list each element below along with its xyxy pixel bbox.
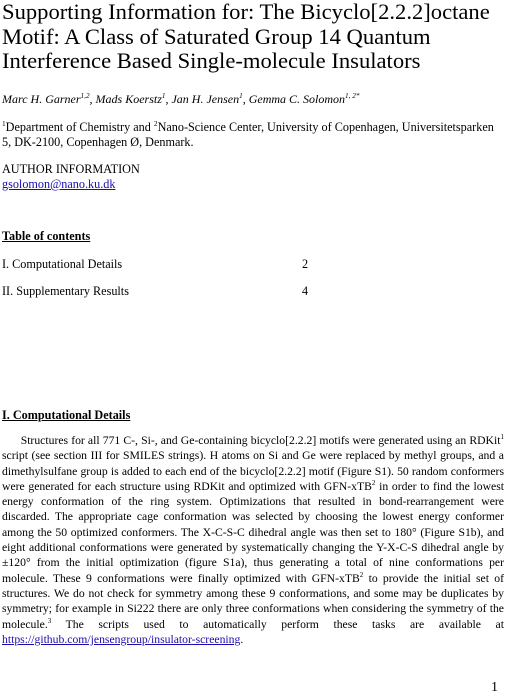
author-info-heading: AUTHOR INFORMATION xyxy=(2,162,140,176)
author-separator: , xyxy=(242,92,249,106)
author-name: Marc H. Garner xyxy=(2,92,81,106)
text-run: The scripts used to automatically perform these tasks are available at xyxy=(51,617,504,631)
author-separator: , xyxy=(89,92,96,106)
toc-item-page: 2 xyxy=(302,257,309,271)
text-run: Structures for all 771 C-, Si-, and Ge-containing bicyclo[2.2.2] motifs were generated using an RDKit xyxy=(20,434,501,447)
author-information xyxy=(2,162,502,192)
github-link[interactable]: https://github.com/jensengroup/insulator-screening xyxy=(2,632,241,646)
paper-title: Supporting Information for: The Bicyclo[2.2.2]octane Motif: A Class of Saturated Group 14 Quantum Interference Based Single-molecule Insulators xyxy=(2,0,490,73)
citation-sup: 1 xyxy=(500,433,505,442)
affiliation xyxy=(2,120,502,150)
text-run: to provide the initial set of structures. We do not check for symmetry among these 9 conformations, and some may be duplicates by symmetry; for example in Si222 there are only three conformations when considering the symmetry of the molecule. xyxy=(2,571,504,631)
body-paragraph xyxy=(2,433,504,647)
affiliation-sup: 1 xyxy=(2,118,6,128)
email-link[interactable]: gsolomon@nano.ku.dk xyxy=(2,177,116,191)
author-list xyxy=(2,92,502,107)
author-name: Jan H. Jensen xyxy=(171,92,240,106)
author-name: Mads Koerstz xyxy=(95,92,162,106)
affiliation-address: Nano-Science Center, University of Copenhagen, Universitetsparken 5, DK-2100, Copenhagen Ø, Denmark. xyxy=(2,120,494,149)
page-number: 1 xyxy=(491,680,498,695)
toc-item-label: II. Supplementary Results xyxy=(2,284,129,298)
text-run: in order to find the lowest energy conformation of the ring system. Optimizations that resulted in bond-rearrangement were discarded. The appropriate cage conformation was selected by choosing the lowest energy conformer among the 50 optimized conformers. The X-C-S-C dihedral angle was then set to 180° (Figure S1b), and eight additional conformations were generated by systematically changing the Y-X-C-S dihedral angle by ±120° from the initial optimization (figure S1a), thus generating a total of nine conformations per molecule. These 9 conformations were finally optimized with GFN-xTB xyxy=(2,479,504,585)
citation-sup: 3 xyxy=(47,616,52,625)
text-run: . xyxy=(240,632,244,646)
author-affiliation-sup: 1,2 xyxy=(80,92,90,100)
author-affiliation-sup: 1, 2* xyxy=(345,92,360,100)
citation-sup: 2 xyxy=(359,570,364,579)
toc-item[interactable] xyxy=(2,257,322,272)
author-affiliation-sup: 1 xyxy=(239,92,243,100)
toc-item-page: 4 xyxy=(302,284,309,298)
citation-sup: 2 xyxy=(371,479,376,487)
author-affiliation-sup: 1 xyxy=(161,92,166,100)
text-run: script (see section III for SMILES strings). H atoms on Si and Ge were replaced by methyl groups, and a dimethylsulfane group is added to each end of the bicyclo[2.2.2] motif (Figure S1). 50 random conformers were generated for each structure using RDKit and optimized with GFN-xTB xyxy=(2,449,504,493)
section-heading: I. Computational Details xyxy=(2,408,131,422)
affiliation-dept: Department of Chemistry and xyxy=(5,120,154,134)
author-name: Gemma C. Solomon xyxy=(248,92,346,106)
affiliation-sup: 2 xyxy=(153,118,158,128)
author-separator: , xyxy=(165,92,172,106)
toc-item[interactable] xyxy=(2,284,322,299)
toc-item-label: I. Computational Details xyxy=(2,257,123,271)
toc-heading: Table of contents xyxy=(2,229,91,243)
